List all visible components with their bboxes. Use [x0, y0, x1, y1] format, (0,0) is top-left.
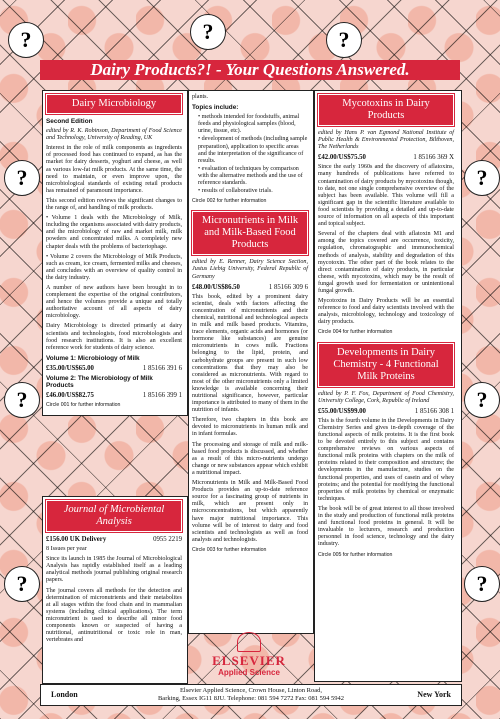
price-line: £42.00/US$75.50 1 85166 369 X: [318, 154, 454, 162]
dairy-microbiology-heading: Dairy Microbiology: [46, 94, 182, 114]
journal-issues: 8 Issues per year: [46, 546, 87, 553]
circle-info: Circle 002 for further information: [192, 198, 267, 205]
question-mark-icon: ?: [464, 566, 500, 602]
question-mark-icon: ?: [464, 160, 500, 196]
paragraph: Micronutrients in Milk and Milk-Based Food Products provides an up-to-date reference source for a fascinating group of nutrients in milk, which are present only in microconcentrations, but which apparently have major nutritional importance. This volume will be of interest to dairy and food scientists and technologists as well as food analysts and technologists.: [192, 480, 308, 543]
footer-city-right: New York: [417, 690, 451, 699]
paragraph: Interest in the role of milk components as ingredients of processed food has continued to expand, as has the market for dairy desserts, yoghurt and cheese, as well as various low-fat milk products. At the same time, the need to maintain, or even improve upon, the microbiological standards of existing retail products has remained of paramount importance.: [46, 145, 182, 194]
editor: edited by E. Renner, Dairy Science Section, Justus Liebig University, Federal Republic of Germany: [192, 259, 308, 280]
logo-name: ELSEVIER: [212, 653, 286, 668]
question-mark-icon: ?: [464, 382, 500, 418]
paragraph: Therefore, two chapters in this book are devoted to micronutrients in human milk and in infant formulas.: [192, 417, 308, 438]
question-mark-icon: ?: [4, 160, 40, 196]
circle-info: Circle 005 for further information: [318, 551, 393, 558]
volume-1-price: £35.00/US$65.00 1 85166 391 6: [46, 364, 182, 372]
volume-2-title: Volume 2: The Microbiology of Milk Products: [46, 375, 153, 390]
editor: edited by Hans P. van Egmond National Institute of Public Health & Environmental Protection, Bilthoven, The Netherlands: [318, 130, 454, 151]
journal-price: £156.00 UK Delivery 0955 2219: [46, 536, 182, 543]
question-mark-icon: ?: [4, 566, 40, 602]
tree-icon: [237, 632, 261, 652]
paragraph: The book will be of great interest to all those involved in the study and production of functional milk proteins and functional food proteins in general. It will be invaluable to lecturers, research and production personnel in food science, technology and the dairy industry.: [318, 505, 454, 548]
price-line: £48.00/US$86.50 1 85166 309 6: [192, 283, 308, 291]
question-mark-icon: ?: [4, 382, 40, 418]
paragraph: This book, edited by a prominent dairy scientist, deals with factors affecting the concentration of micronutrients and their chemical, nutritional and technological aspects in milk and milk based products. Vitamins, trace elements, organic acids and hormones (or hormone like substances) are genuine micronutrients in cows milk. Fractions belonging to the lipid, protein, and carbohydrate groups are present in such low concentrations that they may also be considered as micronutrients. With regard to most of the other micronutrients only a limited knowledge is available concerning their nutritional significance, however, particular importance is attributed to many of them in the nutrition of infants.: [192, 293, 308, 414]
functional-milk-proteins-heading: Developments in Dairy Chemistry - 4 Functional Milk Proteins: [318, 343, 454, 387]
list-item: • results of collaborative trials.: [198, 188, 308, 195]
list-item: • methods intended for foodstuffs, animal feeds and physiological samples (blood, urine, tissue, etc).: [198, 114, 308, 135]
footer-city-left: London: [51, 690, 78, 699]
circle-info: Circle 003 for further information: [192, 546, 267, 553]
banner-title: Dairy Products?! - Your Questions Answered.: [90, 60, 410, 79]
paragraph: This is the fourth volume in the Developments in Dairy Chemistry Series and gives in-depth coverage of the functional aspects of milk proteins. It is the first book to be devoted entirely to this subject and contains comprehensive reviews on various aspects of functional milk proteins with chapters on the milk of proteins related to their composition and structure; the developments in the manufacture, studies on the functional properties, and uses of casein and of whey proteins; and the potential for modifying the functional properties of milk proteins by chemical or enzymatic techniques.: [318, 417, 454, 502]
page-banner: [40, 60, 460, 80]
column-3: [318, 94, 454, 565]
price-line: £55.00/US$99.00 1 85166 308 1: [318, 407, 454, 415]
editor: edited by R. K. Robinson, Department of Food Science and Technology, University of Reading, UK: [46, 128, 182, 142]
list-item: • development of methods (including sample preparation), application to specific areas and the interpretation of the significance of results.: [198, 136, 308, 164]
paragraph: Since its launch in 1985 the Journal of Microbiological Analysis has rapidly established itself as a leading analytical methods journal publishing original research papers.: [46, 556, 182, 584]
list-item: • evaluation of techniques by comparison with the alternative methods and the use of reference standards.: [198, 166, 308, 187]
edition-label: Second Edition: [46, 118, 93, 125]
paragraph: This second edition reviews the significant changes to the range of, and handling of milk products.: [46, 197, 182, 212]
column-2: [192, 94, 308, 560]
paragraph: Since the early 1960s and the discovery of aflatoxins, many hundreds of publications have referred to contamination of dairy products by mycotoxins though, to date, not one single comprehensive overview of the subject has been available. This volume will fill a significant gap in the scientific literature available to food scientists by providing a detailed and up-to-date source of information on all aspects of this important and topical subject.: [318, 164, 454, 228]
footer: [40, 684, 462, 706]
topics-list: [192, 114, 308, 195]
elsevier-logo: [186, 632, 312, 678]
paragraph: A number of new authors have been brought in to complement the expertise of the original contributors, and hence the volumes provide a unique and totally authoritative account of all aspects of dairy microbiology.: [46, 284, 182, 320]
circle-info: Circle 001 for further information: [46, 402, 121, 409]
paragraph: Dairy Microbiology is directed primarily at dairy scientists and technologists, food microbiologists and food research institutions. It is also an excellent reference work for students of dairy science.: [46, 323, 182, 351]
mycotoxins-heading: Mycotoxins in Dairy Products: [318, 94, 454, 126]
volume-1-title: Volume 1: Microbiology of Milk: [46, 354, 140, 362]
paragraph: • Volume 2 covers the Microbiology of Milk Products, such as cream, ice cream, fermented milks and cheeses, and concludes with an overview of quality control in the dairy industry.: [46, 253, 182, 281]
paragraph: The processing and storage of milk and milk-based food products is discussed, and whether as a result of this micro-nutrients undergo change or new substances appear which exhibit a nutritional impact.: [192, 441, 308, 476]
question-mark-icon: ?: [326, 22, 362, 58]
paragraph: The journal covers all methods for the detection and determination of micronutrients and their metabolites at all stages within the food chain and in mammalian systems (including clinical applications). The term micronutrient is used to describe all minor food components known or suspected of having a nutritional, antinutritional or toxic role in man, vertebrates and: [46, 587, 182, 644]
editor: edited by P. F. Fox, Department of Food Chemistry, University College, Cork, Republic of Ireland: [318, 390, 454, 404]
column-1: [46, 94, 182, 415]
topics-label: Topics include:: [192, 104, 239, 112]
logo-subtitle: Applied Science: [218, 668, 280, 677]
question-mark-icon: ?: [190, 14, 226, 50]
column-1-journal: [46, 500, 182, 647]
continued-text: plants.: [192, 94, 209, 100]
paragraph: • Volume 1 deals with the Microbiology of Milk, including the organisms associated with dairy products, and the microbiology of raw and market milk, milk powders and concentrated milks. A completely new chapter deals with the problems of bacteriophage.: [46, 215, 182, 250]
paragraph: Several of the chapters deal with aflatoxin M1 and among the topics covered are occurrence, toxicity, regulation, chromatographic and immunochemical methods of analysis, stability and degradation of this mycotoxin. The other part of the book relates to the direct contamination of dairy products, in particular cheese, with mycotoxins, which may be the result of fungal growth used for fermentation or unintentional fungal growth.: [318, 231, 454, 294]
micronutrients-heading: Micronutrients in Milk and Milk-Based Food Products: [192, 211, 308, 255]
volume-2-price: £46.00/US$82.75 1 85166 399 1: [46, 392, 182, 400]
journal-heading: Journal of Microbiental Analysis: [46, 500, 182, 532]
question-mark-icon: ?: [8, 22, 44, 58]
paragraph: Mycotoxins in Dairy Products will be an essential reference to food and dairy scientists involved with the analysis, microbiology, technology and toxicology of dairy products.: [318, 298, 454, 326]
footer-address: Elsevier Applied Science, Crown House, Linton Road, Barking, Essex IG11 8JU. Telephone: 081 594 7272 Fax: 081 594 5942: [157, 687, 345, 702]
circle-info: Circle 004 for further information: [318, 329, 393, 336]
